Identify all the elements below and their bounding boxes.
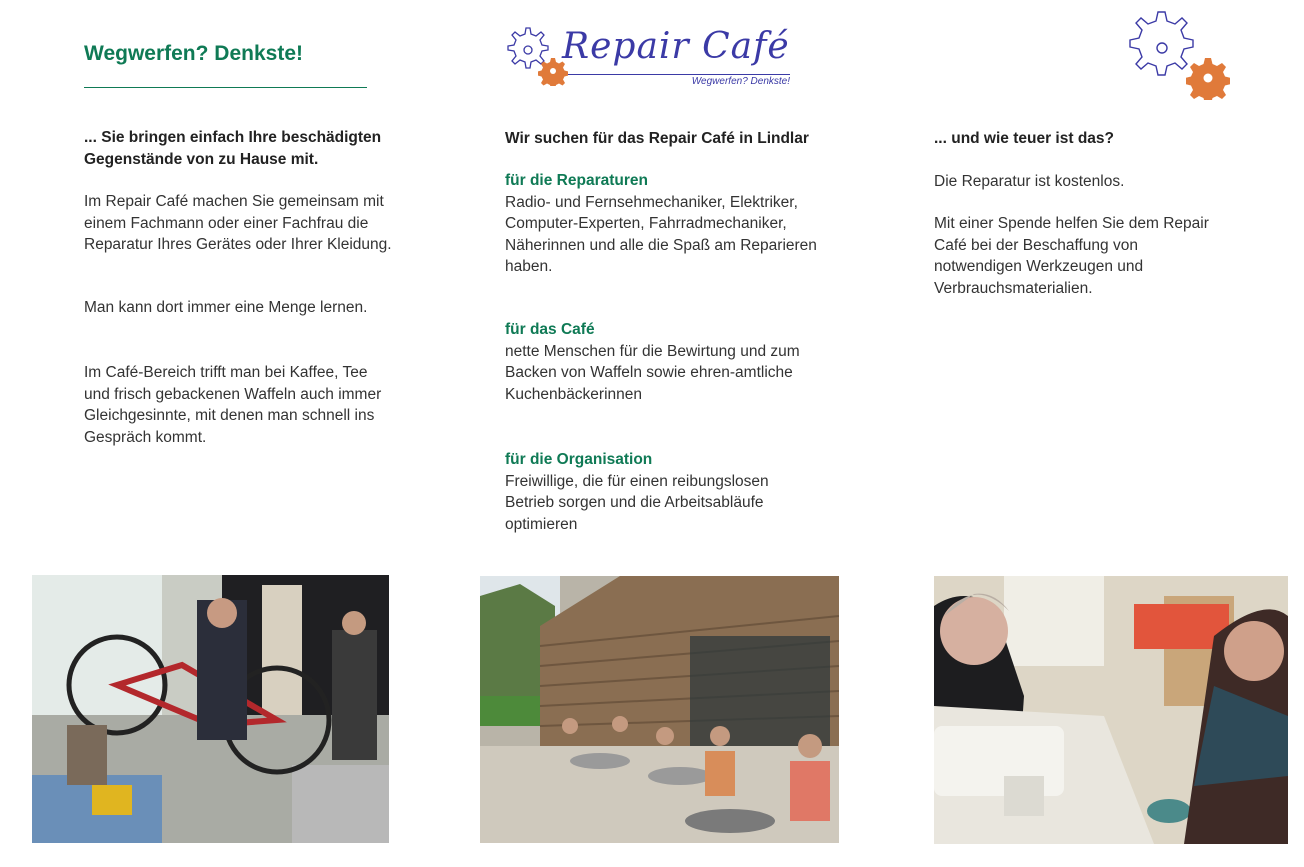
logo-wordmark: Repair Café xyxy=(562,26,790,67)
section-reparaturen xyxy=(505,170,820,278)
col3-intro: ... und wie teuer ist das? xyxy=(934,130,1115,147)
photo-bicycle-repair xyxy=(32,575,389,843)
section-organisation xyxy=(505,449,805,535)
page-headline: Wegwerfen? Denkste! xyxy=(84,42,303,65)
section-title: für die Reparaturen xyxy=(505,172,648,189)
col3-paragraph-1: Die Reparatur ist kostenlos. xyxy=(934,173,1125,190)
section-body: nette Menschen für die Bewirtung und zum Backen von Waffeln sowie ehren-amtliche Kuchenbäckerinnen xyxy=(505,342,800,403)
photo-cafe-terrace xyxy=(480,576,839,843)
col1-paragraph-3: Im Café-Bereich trifft man bei Kaffee, Tee und frisch gebackenen Waffeln auch immer Gleichgesinnte, mit denen man schnell ins Gespräch kommt. xyxy=(84,364,382,446)
col1-paragraph-2: Man kann dort immer eine Menge lernen. xyxy=(84,299,368,316)
orange-gear-icon xyxy=(1186,56,1230,100)
photo-sewing-machine xyxy=(934,576,1288,844)
repair-cafe-logo xyxy=(496,16,796,90)
logo-tagline: Wegwerfen? Denkste! xyxy=(691,76,790,87)
col3-paragraph-2: Mit einer Spende helfen Sie dem Repair Café bei der Beschaffung von notwendigen Werkzeugen und Verbrauchsmaterialien. xyxy=(934,215,1209,297)
headline-divider xyxy=(84,87,367,88)
col2-intro: Wir suchen für das Repair Café in Lindlar xyxy=(505,130,809,147)
section-body: Radio- und Fernsehmechaniker, Elektriker, Computer-Experten, Fahrradmechaniker, Näherinnen und alle die Spaß am Reparieren haben. xyxy=(505,193,817,275)
section-title: für das Café xyxy=(505,321,595,338)
col1-intro: ... Sie bringen einfach Ihre beschädigten Gegenstände von zu Hause mit. xyxy=(84,129,382,168)
section-title: für die Organisation xyxy=(505,451,653,468)
section-cafe xyxy=(505,319,805,405)
logo-underline xyxy=(568,74,790,75)
section-body: Freiwillige, die für einen reibungslosen Betrieb sorgen und die Arbeitsabläufe optimieren xyxy=(505,472,769,533)
col1-paragraph-1: Im Repair Café machen Sie gemeinsam mit einem Fachmann oder einer Fachfrau die Reparatur Ihres Gerätes oder Ihrer Kleidung. xyxy=(84,193,392,253)
